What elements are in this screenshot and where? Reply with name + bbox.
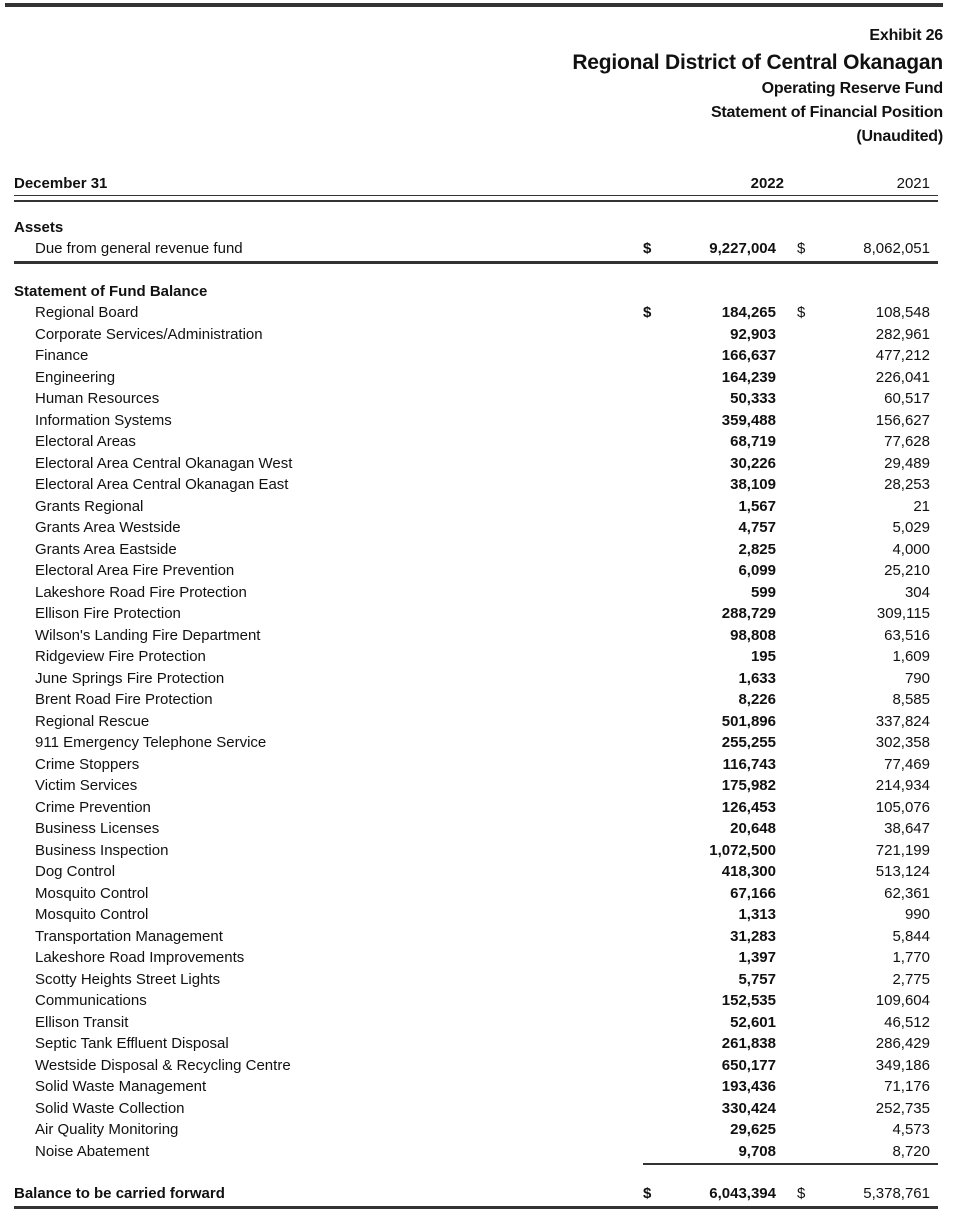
row-label: Brent Road Fire Protection <box>35 691 213 708</box>
value-prior: 156,627 <box>875 411 930 429</box>
row-label: Communications <box>35 992 147 1009</box>
value-prior: 4,573 <box>892 1121 930 1138</box>
row-label: 911 Emergency Telephone Service <box>35 734 267 751</box>
row-label: Regional Rescue <box>35 712 150 730</box>
row-label: Finance <box>35 347 89 364</box>
fund-balance-heading-row <box>0 281 967 303</box>
value-prior: 721,199 <box>875 841 930 859</box>
row-label: Information Systems <box>35 411 172 429</box>
row-label: June Springs Fire Protection <box>35 669 225 687</box>
date-label: December 31 <box>14 175 108 192</box>
value-prior: 349,186 <box>875 1056 930 1074</box>
value-prior: 109,604 <box>875 992 930 1009</box>
row-label: Ridgeview Fire Protection <box>35 648 206 665</box>
row-label: Scotty Heights Street Lights <box>35 970 221 988</box>
currency-symbol: $ <box>643 1185 652 1202</box>
value-current: 126,453 <box>721 798 776 816</box>
row-label: Electoral Area Central Okanagan West <box>35 454 293 472</box>
total-double-rule <box>14 1206 938 1209</box>
value-prior: 990 <box>904 906 930 923</box>
value-prior: 477,212 <box>875 347 930 364</box>
value-prior: 790 <box>904 669 930 687</box>
value-current: 8,226 <box>738 691 776 708</box>
row-label: Grants Regional <box>35 497 144 515</box>
row-label: Grants Area Westside <box>35 519 181 536</box>
table-row <box>0 496 967 518</box>
value-current: 92,903 <box>730 325 776 343</box>
value-current: 164,239 <box>721 368 776 386</box>
value-prior: 2,775 <box>892 970 930 988</box>
row-label: Lakeshore Road Fire Protection <box>35 583 247 601</box>
table-row <box>0 668 967 690</box>
value-prior: 513,124 <box>875 863 930 880</box>
value-prior: 8,585 <box>892 691 930 708</box>
table-row <box>0 1012 967 1034</box>
value-current: 330,424 <box>721 1099 776 1117</box>
value-current: 1,567 <box>738 497 776 515</box>
value-prior: 29,489 <box>884 454 930 472</box>
row-label: Electoral Area Central Okanagan East <box>35 476 289 493</box>
value-prior: 77,469 <box>884 755 930 773</box>
value-current: 1,313 <box>738 906 776 923</box>
table-row <box>0 646 967 668</box>
value-prior: 1,609 <box>892 648 930 665</box>
table-row <box>0 539 967 561</box>
value-prior: 226,041 <box>875 368 930 386</box>
table-row <box>0 324 967 346</box>
table-row <box>0 840 967 862</box>
table-row <box>0 711 967 733</box>
value-current: 67,166 <box>730 884 776 902</box>
value-current: 4,757 <box>738 519 776 536</box>
value-current: 1,633 <box>738 669 776 687</box>
row-label: Mosquito Control <box>35 906 149 923</box>
table-row <box>0 1055 967 1077</box>
value-current: 166,637 <box>721 347 776 364</box>
value-current: 116,743 <box>722 755 776 773</box>
table-row <box>0 431 967 453</box>
value-current: 418,300 <box>721 863 776 880</box>
row-label: Due from general revenue fund <box>35 240 243 257</box>
fund-balance-heading: Statement of Fund Balance <box>14 283 208 300</box>
value-prior: 309,115 <box>876 605 930 622</box>
row-label: Regional Board <box>35 304 139 321</box>
row-label: Noise Abatement <box>35 1142 150 1160</box>
table-row <box>0 1033 967 1055</box>
value-current: 599 <box>750 583 776 601</box>
assets-heading-row <box>0 217 967 239</box>
row-label: Solid Waste Management <box>35 1078 207 1095</box>
table-row <box>0 775 967 797</box>
value-prior: 38,647 <box>884 820 930 837</box>
value-current: 50,333 <box>730 390 776 407</box>
total-row <box>0 1183 967 1205</box>
row-label: Septic Tank Effluent Disposal <box>35 1035 229 1052</box>
assets-rule <box>14 261 938 264</box>
value-prior: 108,548 <box>875 304 930 321</box>
value-current: 184,265 <box>721 304 776 321</box>
value-current: 261,838 <box>721 1035 776 1052</box>
table-row <box>0 926 967 948</box>
currency-symbol: $ <box>797 1185 806 1202</box>
value-current: 30,226 <box>730 454 776 472</box>
value-current: 359,488 <box>721 411 776 429</box>
value-prior: 8,720 <box>892 1142 930 1160</box>
organization-title: Regional District of Central Okanagan <box>572 51 943 74</box>
value-prior: 5,029 <box>892 519 930 536</box>
value-current: 52,601 <box>730 1013 776 1031</box>
value-prior: 286,429 <box>875 1035 930 1052</box>
value-prior: 105,076 <box>875 798 930 816</box>
table-row <box>0 582 967 604</box>
value-current: 288,729 <box>721 605 776 622</box>
value-current: 6,099 <box>738 562 776 579</box>
table-row <box>0 797 967 819</box>
row-label: Dog Control <box>35 863 116 880</box>
row-label: Solid Waste Collection <box>35 1099 185 1117</box>
currency-symbol: $ <box>643 304 652 321</box>
table-row <box>0 410 967 432</box>
value-prior: 304 <box>904 583 930 601</box>
value-current: 98,808 <box>730 626 776 644</box>
value-prior: 77,628 <box>884 433 930 450</box>
total-prior: 5,378,761 <box>863 1185 930 1202</box>
table-row <box>0 302 967 324</box>
value-current: 9,227,004 <box>709 240 776 257</box>
table-row <box>0 883 967 905</box>
row-label: Ellison Transit <box>35 1013 129 1031</box>
currency-symbol: $ <box>797 240 806 257</box>
row-label: Crime Prevention <box>35 798 151 816</box>
year-current: 2022 <box>750 175 784 192</box>
row-label: Crime Stoppers <box>35 755 140 773</box>
table-row <box>0 474 967 496</box>
value-current: 20,648 <box>730 820 776 837</box>
row-label: Business Inspection <box>35 841 169 859</box>
subtotal-rule <box>643 1163 938 1165</box>
table-row <box>0 1076 967 1098</box>
value-current: 38,109 <box>730 476 776 493</box>
table-row <box>0 517 967 539</box>
value-prior: 5,844 <box>892 927 930 945</box>
table-row <box>0 345 967 367</box>
value-current: 193,436 <box>721 1078 776 1095</box>
table-row <box>0 689 967 711</box>
value-prior: 214,934 <box>875 777 930 794</box>
assets-heading: Assets <box>14 219 64 236</box>
value-current: 5,757 <box>738 970 776 988</box>
column-header-row <box>0 173 967 195</box>
fund-title: Operating Reserve Fund <box>761 80 943 97</box>
row-label: Human Resources <box>35 390 160 407</box>
value-current: 650,177 <box>721 1056 776 1074</box>
table-row <box>0 1098 967 1120</box>
top-rule <box>5 3 943 7</box>
table-row <box>0 1119 967 1141</box>
statement-title: Statement of Financial Position <box>710 104 943 121</box>
value-current: 1,072,500 <box>709 841 776 859</box>
row-label: Lakeshore Road Improvements <box>35 949 245 966</box>
table-row <box>0 969 967 991</box>
row-label: Ellison Fire Protection <box>35 605 181 622</box>
value-current: 68,719 <box>730 433 776 450</box>
value-prior: 252,735 <box>875 1099 930 1117</box>
table-row <box>0 947 967 969</box>
row-label: Business Licenses <box>35 820 160 837</box>
value-prior: 337,824 <box>875 712 930 730</box>
value-prior: 28,253 <box>884 476 930 493</box>
value-current: 9,708 <box>738 1142 776 1160</box>
value-current: 195 <box>750 648 776 665</box>
table-row <box>0 1141 967 1163</box>
table-row <box>0 904 967 926</box>
value-prior: 46,512 <box>884 1013 930 1031</box>
row-label: Air Quality Monitoring <box>35 1121 179 1138</box>
value-prior: 1,770 <box>892 949 930 966</box>
year-prior: 2021 <box>896 175 930 192</box>
value-prior: 62,361 <box>884 884 930 902</box>
value-current: 255,255 <box>721 734 776 751</box>
table-row <box>0 754 967 776</box>
header-double-rule <box>14 195 938 202</box>
table-row <box>0 625 967 647</box>
value-current: 175,982 <box>721 777 776 794</box>
row-label: Victim Services <box>35 777 138 794</box>
total-label: Balance to be carried forward <box>14 1185 225 1202</box>
value-current: 31,283 <box>730 927 776 945</box>
currency-symbol: $ <box>797 304 806 321</box>
value-current: 29,625 <box>730 1121 776 1138</box>
value-prior: 282,961 <box>875 325 930 343</box>
table-row <box>0 388 967 410</box>
row-label: Engineering <box>35 368 116 386</box>
value-prior: 60,517 <box>884 390 930 407</box>
currency-symbol: $ <box>643 240 652 257</box>
value-current: 1,397 <box>738 949 776 966</box>
value-prior: 8,062,051 <box>863 240 930 257</box>
assets-row <box>0 238 967 260</box>
row-label: Grants Area Eastside <box>35 540 177 558</box>
table-row <box>0 367 967 389</box>
row-label: Electoral Areas <box>35 433 136 450</box>
value-prior: 71,176 <box>884 1078 930 1095</box>
row-label: Wilson's Landing Fire Department <box>35 626 261 644</box>
value-prior: 25,210 <box>884 562 930 579</box>
value-prior: 302,358 <box>875 734 930 751</box>
table-row <box>0 732 967 754</box>
value-current: 2,825 <box>738 540 776 558</box>
exhibit-number: Exhibit 26 <box>869 27 943 44</box>
table-row <box>0 560 967 582</box>
row-label: Transportation Management <box>35 927 223 945</box>
table-row <box>0 990 967 1012</box>
row-label: Corporate Services/Administration <box>35 325 263 343</box>
value-prior: 21 <box>913 497 930 515</box>
total-current: 6,043,394 <box>709 1185 776 1202</box>
row-label: Electoral Area Fire Prevention <box>35 562 235 579</box>
value-current: 501,896 <box>721 712 776 730</box>
table-row <box>0 453 967 475</box>
value-prior: 63,516 <box>884 626 930 644</box>
row-label: Mosquito Control <box>35 884 149 902</box>
row-label: Westside Disposal & Recycling Centre <box>35 1056 291 1074</box>
table-row <box>0 861 967 883</box>
table-row <box>0 603 967 625</box>
table-row <box>0 818 967 840</box>
value-prior: 4,000 <box>892 540 930 558</box>
unaudited-note: (Unaudited) <box>856 128 943 145</box>
value-current: 152,535 <box>721 992 776 1009</box>
